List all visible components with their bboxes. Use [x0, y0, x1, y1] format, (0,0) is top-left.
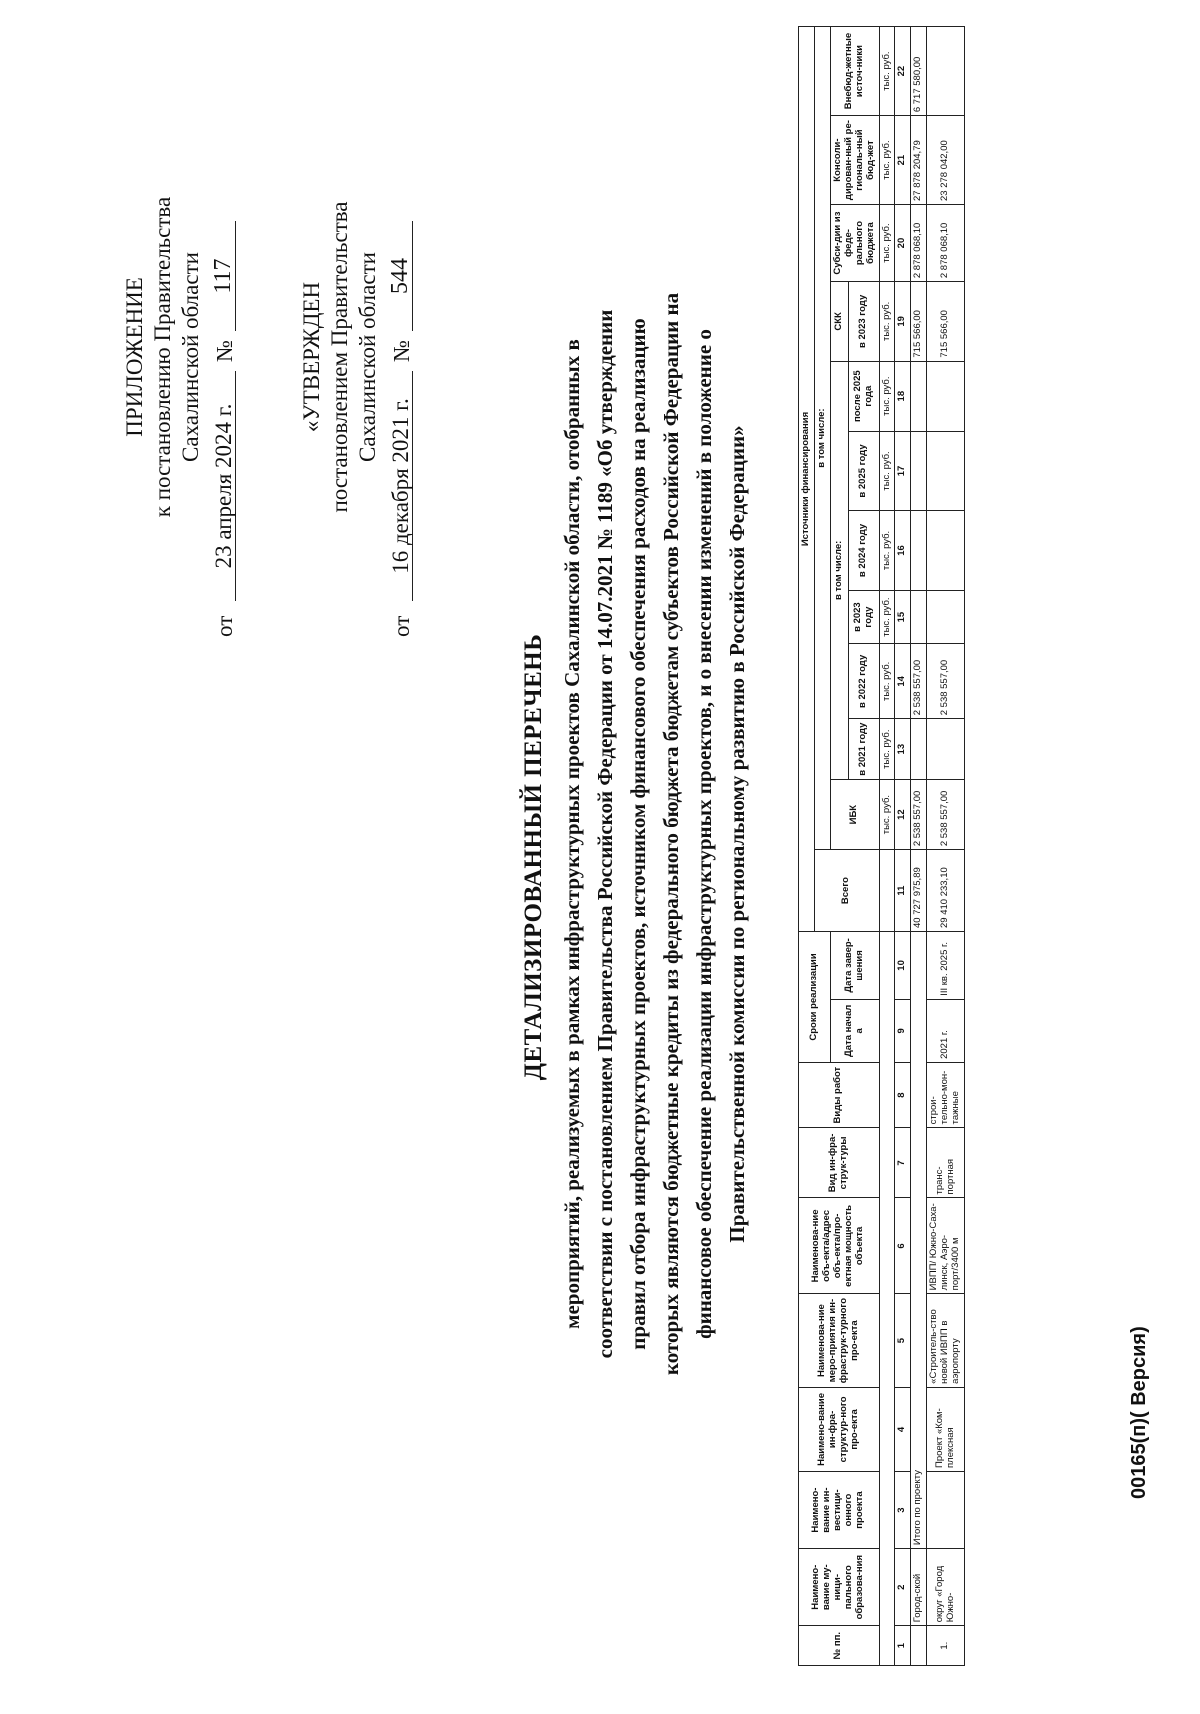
header-sources: Источники финансирования	[799, 27, 815, 932]
cell-municipality: округ «Город Южно-	[927, 1549, 965, 1626]
header-terms: Сроки реализации	[799, 931, 831, 1062]
col-number: 21	[895, 116, 911, 205]
header-skk: СКК	[830, 282, 848, 361]
approved-date-row	[379, 77, 413, 637]
appendix-header	[118, 77, 236, 637]
col-number: 3	[895, 1471, 911, 1548]
header-ibk: ИБК	[830, 780, 879, 850]
unit-cell: тыс. руб.	[879, 644, 895, 719]
header-total: Всего	[814, 850, 879, 932]
cell-object: ИВПП/ Южно-Саха-линск, Аэро-порт/3400 м	[927, 1198, 965, 1294]
cell-2021	[911, 719, 927, 780]
col-number: 15	[895, 590, 911, 644]
col-number: 17	[895, 431, 911, 510]
header-subsidy: Субси-дии из феде-рального бюджета	[830, 204, 879, 281]
header-2023: в 2023 году	[848, 590, 879, 644]
column-numbers-row	[895, 27, 911, 1666]
cell-2022: 2 538 557,00	[911, 644, 927, 719]
unit-cell: тыс. руб.	[879, 116, 895, 205]
header-no: № пп.	[799, 1626, 880, 1666]
col-number: 18	[895, 361, 911, 431]
cell-2024	[927, 511, 965, 590]
cell-total: 40 727 975,89	[911, 850, 927, 932]
approved-title: «УТВЕРЖДЕН	[299, 281, 324, 433]
header-end: Дата завер-шения	[830, 931, 879, 999]
cell-no: 1.	[927, 1626, 965, 1666]
col-number: 16	[895, 511, 911, 590]
cell-invest	[927, 1471, 965, 1548]
header-consolidated: Консоли-дирован-ный ре-гиональ-ный бюд-жет	[830, 116, 879, 205]
approved-date: 16 декабря 2021 г.	[389, 371, 413, 601]
cell-2023	[911, 590, 927, 644]
unit-cell: тыс. руб.	[879, 431, 895, 510]
cell-subsidy: 2 878 068,10	[911, 204, 927, 281]
cell-2022: 2 538 557,00	[927, 644, 965, 719]
document-version: 00165(п)( Версия)	[1128, 1326, 1150, 1499]
cell-offbudget	[927, 27, 965, 116]
unit-cell	[879, 850, 895, 932]
header-event: Наименова-ние меро-приятия ин-фраструк-турного про-екта	[799, 1294, 880, 1388]
cell-work-type: строи-тельно-мон-тажные	[927, 1062, 965, 1127]
header-2024: в 2024 году	[848, 511, 879, 590]
appendix-from-label: от	[212, 615, 237, 637]
appendix-no-label: №	[212, 340, 237, 362]
col-number: 6	[895, 1198, 911, 1294]
header-work-type: Виды работ	[799, 1062, 880, 1127]
table-row-total	[911, 27, 927, 1666]
header-incl2: в том числе:	[830, 361, 848, 779]
unit-cell: тыс. руб.	[879, 511, 895, 590]
col-number: 10	[895, 931, 911, 999]
col-number: 2	[895, 1549, 911, 1626]
approved-no-label: №	[389, 340, 414, 362]
col-number: 11	[895, 850, 911, 932]
header-invest: Наимено-вание ин-вестици-онного проекта	[799, 1471, 880, 1548]
cell-ibk: 2 538 557,00	[911, 780, 927, 850]
cell-2025	[927, 431, 965, 510]
header-skk-2023: в 2023 году	[848, 282, 879, 361]
unit-cell: тыс. руб.	[879, 719, 895, 780]
appendix-number: 117	[211, 221, 236, 331]
approved-number: 544	[388, 221, 413, 331]
cell-consolidated: 27 878 204,79	[911, 116, 927, 205]
cell-start: 2021 г.	[927, 999, 965, 1062]
cell-skk2023: 715 566,00	[927, 282, 965, 361]
appendix-date-row	[202, 77, 236, 637]
financing-table-wrapper	[798, 26, 965, 1666]
units-row	[879, 27, 895, 1666]
document-subtitle: мероприятий, реализуемых в рамках инфраструктурных проектов Сахалинской области, отобранных в соответствии с постановлением Правительства Российской Федерации от 14.07.2021 № 1189 «Об утверждении правил отбора инфраструктурных проектов, источником финансового обеспечения расходов на реализацию которых являются бюджетные кредиты из федерального бюджета бюджетам субъектов Российской Федерации на финансовое обеспечение реализации инфраструктурных проектов, и о внесении изменений в положение о Правительственной комиссии по региональному развитию в Российской Федерации»	[560, 292, 749, 1376]
cell-end: III кв. 2025 г.	[927, 931, 965, 999]
col-number: 7	[895, 1128, 911, 1198]
appendix-title: ПРИЛОЖЕНИЕ	[122, 277, 147, 437]
unit-cell: тыс. руб.	[879, 361, 895, 431]
header-2021: в 2021 году	[848, 719, 879, 780]
unit-cell: тыс. руб.	[879, 780, 895, 850]
approved-line2: Сахалинской области	[355, 252, 380, 462]
appendix-line1: к постановлению Правительства	[150, 196, 175, 518]
approved-from-label: от	[389, 615, 414, 637]
cell-after2025	[911, 361, 927, 431]
approved-header	[295, 77, 413, 637]
col-number: 4	[895, 1387, 911, 1471]
col-number: 12	[895, 780, 911, 850]
header-infra-project: Наимено-вание ин-фра-структур-ного про-екта	[799, 1387, 880, 1471]
cell-2021	[927, 719, 965, 780]
col-number: 9	[895, 999, 911, 1062]
header-municipality: Наимено-вание му-ници-пального образова-ния	[799, 1549, 880, 1626]
col-number: 19	[895, 282, 911, 361]
unit-cell: тыс. руб.	[879, 204, 895, 281]
document-title: ДЕТАЛИЗИРОВАННЫЙ ПЕРЕЧЕНЬ	[520, 633, 547, 1081]
header-start: Дата начал а	[830, 999, 879, 1062]
cell-subsidy: 2 878 068,10	[927, 204, 965, 281]
cell-consolidated: 23 278 042,00	[927, 116, 965, 205]
header-after2025: после 2025 года	[848, 361, 879, 431]
cell-2025	[911, 431, 927, 510]
unit-cell: тыс. руб.	[879, 590, 895, 644]
financing-table	[798, 26, 965, 1666]
col-number: 22	[895, 27, 911, 116]
cell-infra-type: транс-портная	[927, 1128, 965, 1198]
appendix-date: 23 апреля 2024 г.	[212, 371, 236, 601]
header-offbudget: Внебюд-жетные источ-ники	[830, 27, 879, 116]
col-number: 14	[895, 644, 911, 719]
cell-total: 29 410 233,10	[927, 850, 965, 932]
col-number: 5	[895, 1294, 911, 1388]
header-object: Наименова-ние объ-екта/адрес объ-екта/про-ектная мощность объекта	[799, 1198, 880, 1294]
cell-infra-project: Проект «Ком-плексная	[927, 1387, 965, 1471]
cell-municipality: Город-ской	[911, 1549, 927, 1626]
header-2022: в 2022 году	[848, 644, 879, 719]
cell-event: «Строитель-ство новой ИВПП в аэропорту	[927, 1294, 965, 1388]
unit-cell: тыс. руб.	[879, 282, 895, 361]
cell-offbudget: 6 717 580,00	[911, 27, 927, 116]
header-incl: в том числе:	[814, 27, 830, 850]
col-number: 8	[895, 1062, 911, 1127]
col-number: 20	[895, 204, 911, 281]
appendix-line2: Сахалинской области	[178, 252, 203, 462]
header-infra-type: Вид ин-фра-струк-туры	[799, 1128, 880, 1198]
cell-2023	[927, 590, 965, 644]
col-number: 1	[895, 1626, 911, 1666]
col-number: 13	[895, 719, 911, 780]
unit-cell: тыс. руб.	[879, 27, 895, 116]
cell-skk2023: 715 566,00	[911, 282, 927, 361]
header-2025: в 2025 году	[848, 431, 879, 510]
table-row	[927, 27, 965, 1666]
cell-total-label: Итого по проекту	[911, 931, 927, 1548]
cell-after2025	[927, 361, 965, 431]
cell-ibk: 2 538 557,00	[927, 780, 965, 850]
approved-line1: постановлением Правительства	[327, 201, 352, 513]
cell-2024	[911, 511, 927, 590]
